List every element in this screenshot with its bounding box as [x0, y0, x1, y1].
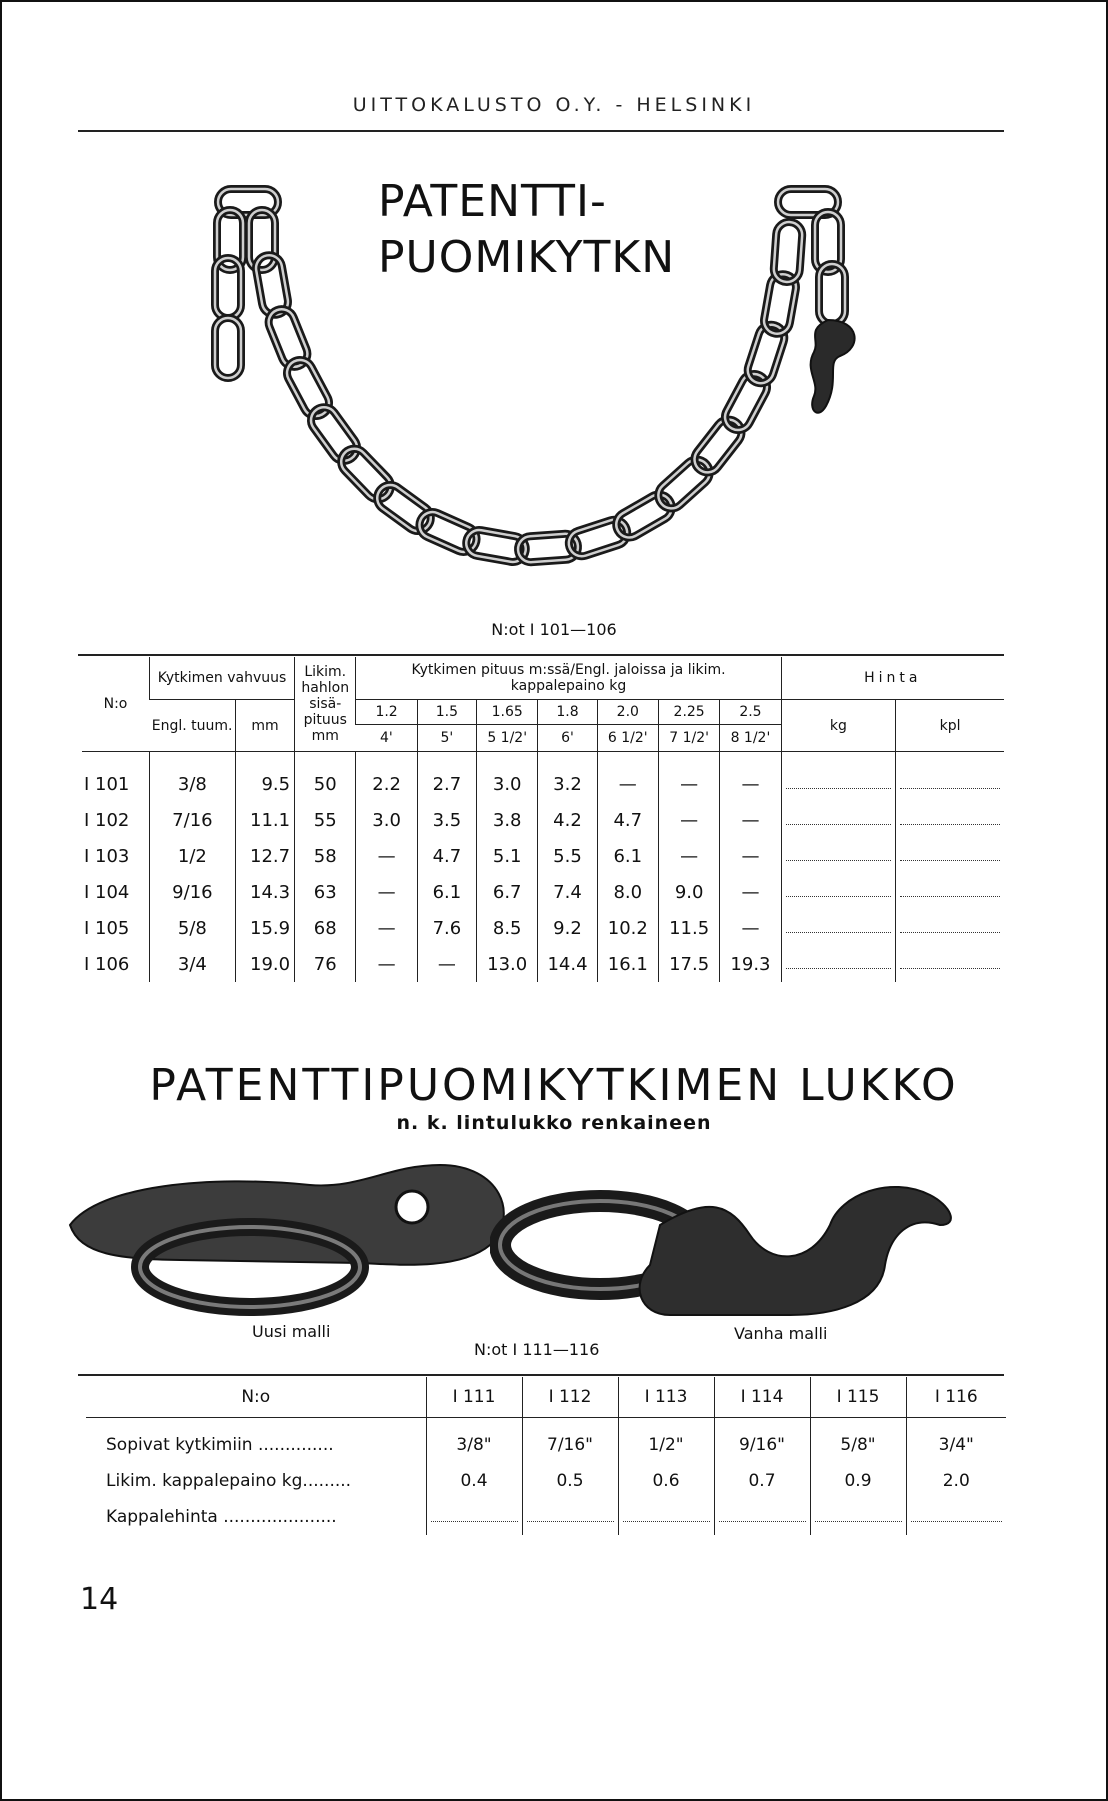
length-ft-5: 6 1/2': [597, 725, 658, 752]
length-m-7: 2.5: [720, 700, 781, 725]
row-weight: 13.0: [477, 946, 538, 982]
row-weight: 5.1: [477, 838, 538, 874]
price-kg-field[interactable]: [781, 752, 895, 802]
row-weight: —: [417, 946, 476, 982]
row-weight-label: Likim. kappalepaino kg.........: [106, 1471, 352, 1491]
section2-subtitle: n. k. lintulukko renkaineen: [396, 1112, 712, 1134]
caption-new-model: Uusi malli: [252, 1322, 331, 1341]
row-inner: 76: [295, 946, 356, 982]
row-no: I 106: [84, 953, 130, 975]
row-engl: 9/16: [149, 874, 235, 910]
header-inner-length: Likim. hahlon sisä- pituus mm: [295, 657, 356, 752]
row-fit-value: 1/2": [618, 1417, 714, 1463]
price-kpl-field[interactable]: [896, 752, 1004, 802]
header-engl: Engl. tuum.: [149, 700, 235, 752]
length-ft-4: 6': [538, 725, 597, 752]
length-m-2: 1.5: [417, 700, 476, 725]
row-no: I 102: [84, 809, 130, 831]
row-mm: 14.3: [235, 874, 294, 910]
row-weight: 5.5: [538, 838, 597, 874]
unit-price-field[interactable]: [714, 1499, 810, 1535]
row-weight: —: [356, 874, 417, 910]
row-weight-value: 0.4: [426, 1463, 522, 1499]
row-inner: 50: [295, 752, 356, 802]
section1-model-range: N:ot I 101—106: [491, 620, 617, 639]
row-weight: —: [356, 946, 417, 982]
section1-title-line1: PATENTTI-: [378, 176, 607, 227]
row-weight: 3.0: [477, 752, 538, 802]
section2-title: PATENTTIPUOMIKYTKIMEN LUKKO: [149, 1060, 959, 1111]
length-ft-3: 5 1/2': [477, 725, 538, 752]
row-no: I 103: [84, 845, 130, 867]
row-inner: 58: [295, 838, 356, 874]
row-fit-value: 5/8": [810, 1417, 906, 1463]
row-weight: —: [720, 910, 781, 946]
row-weight: 9.2: [538, 910, 597, 946]
row-weight: 17.5: [658, 946, 719, 982]
row-weight: —: [720, 874, 781, 910]
price-kg-field[interactable]: [781, 910, 895, 946]
row-weight: —: [658, 752, 719, 802]
row-weight-value: 0.6: [618, 1463, 714, 1499]
table-row: [82, 752, 1004, 802]
table1-top-rule: [78, 654, 1004, 656]
col-header: I 111: [426, 1377, 522, 1417]
row-weight: 3.2: [538, 752, 597, 802]
row-fit-value: 3/8": [426, 1417, 522, 1463]
col-header: I 112: [522, 1377, 618, 1417]
row-no: I 104: [84, 881, 130, 903]
row-weight: 3.0: [356, 802, 417, 838]
row-weight: 2.7: [417, 752, 476, 802]
length-m-1: 1.2: [356, 700, 417, 725]
row-weight: 2.2: [356, 752, 417, 802]
row-weight: 4.7: [417, 838, 476, 874]
price-kpl-field[interactable]: [896, 874, 1004, 910]
header-rule: [78, 130, 1004, 132]
price-kpl-field[interactable]: [896, 946, 1004, 982]
row-weight: —: [597, 752, 658, 802]
lock-spec-table: [86, 1377, 1006, 1535]
table2-top-rule: [78, 1374, 1004, 1376]
price-kg-field[interactable]: [781, 946, 895, 982]
table-row: [82, 802, 1004, 838]
row-engl: 1/2: [149, 838, 235, 874]
row-weight: 4.2: [538, 802, 597, 838]
col-header: I 113: [618, 1377, 714, 1417]
row-weight: 6.1: [417, 874, 476, 910]
price-kg-field[interactable]: [781, 838, 895, 874]
row-fit-value: 3/4": [906, 1417, 1006, 1463]
row-fit-value: 9/16": [714, 1417, 810, 1463]
table-row: [86, 1417, 1006, 1463]
price-kpl-field[interactable]: [896, 802, 1004, 838]
row-weight: 6.1: [597, 838, 658, 874]
row-weight: —: [356, 838, 417, 874]
unit-price-field[interactable]: [618, 1499, 714, 1535]
row-price-label: Kappalehinta .....................: [106, 1507, 337, 1527]
row-weight-value: 0.5: [522, 1463, 618, 1499]
row-weight: 8.5: [477, 910, 538, 946]
caption-old-model: Vanha malli: [734, 1324, 828, 1343]
header-kg: kg: [781, 700, 895, 752]
row-weight: —: [658, 838, 719, 874]
row-weight: 7.6: [417, 910, 476, 946]
row-mm: 11.1: [235, 802, 294, 838]
length-ft-7: 8 1/2': [720, 725, 781, 752]
row-inner: 55: [295, 802, 356, 838]
price-kpl-field[interactable]: [896, 910, 1004, 946]
table-row: [86, 1499, 1006, 1535]
row-weight: —: [356, 910, 417, 946]
row-weight: 8.0: [597, 874, 658, 910]
section2-model-range: N:ot I 111—116: [474, 1340, 600, 1359]
row-weight: 10.2: [597, 910, 658, 946]
row-mm: 19.0: [235, 946, 294, 982]
row-engl: 7/16: [149, 802, 235, 838]
header-mm: mm: [235, 700, 294, 752]
row-engl: 3/4: [149, 946, 235, 982]
row-mm: 15.9: [235, 910, 294, 946]
row-engl: 3/8: [149, 752, 235, 802]
chain-spec-table: [82, 657, 1004, 982]
row-weight-value: 0.7: [714, 1463, 810, 1499]
row-no: I 105: [84, 917, 130, 939]
col-header: I 114: [714, 1377, 810, 1417]
section1-title: [378, 174, 675, 286]
length-ft-6: 7 1/2': [658, 725, 719, 752]
length-m-3: 1.65: [477, 700, 538, 725]
section1-title-line2: PUOMIKYTKN: [378, 232, 676, 283]
length-m-6: 2.25: [658, 700, 719, 725]
unit-price-field[interactable]: [426, 1499, 522, 1535]
unit-price-field[interactable]: [906, 1499, 1006, 1535]
price-kg-field[interactable]: [781, 874, 895, 910]
length-ft-1: 4': [379, 730, 393, 746]
table-row: [82, 910, 1004, 946]
header-strength: Kytkimen vahvuus: [149, 657, 294, 700]
row-weight: 14.4: [538, 946, 597, 982]
header-no: N:o: [241, 1386, 271, 1407]
row-inner: 63: [295, 874, 356, 910]
row-weight-value: 2.0: [906, 1463, 1006, 1499]
table-row: [82, 874, 1004, 910]
row-engl: 5/8: [149, 910, 235, 946]
row-no: I 101: [84, 773, 130, 795]
row-mm: 9.5: [235, 752, 294, 802]
price-kg-field[interactable]: [781, 802, 895, 838]
table-row: [86, 1463, 1006, 1499]
page-number: 14: [80, 1582, 119, 1617]
row-weight: 9.0: [658, 874, 719, 910]
row-weight: 16.1: [597, 946, 658, 982]
row-weight: 19.3: [720, 946, 781, 982]
row-weight-value: 0.9: [810, 1463, 906, 1499]
row-weight: —: [658, 802, 719, 838]
lock-new-model-illustration: [60, 1155, 530, 1325]
row-weight: 7.4: [538, 874, 597, 910]
row-weight: 3.5: [417, 802, 476, 838]
header-no: N:o: [103, 696, 128, 712]
length-m-4: 1.8: [538, 700, 597, 725]
row-weight: 6.7: [477, 874, 538, 910]
row-weight: —: [720, 838, 781, 874]
lock-old-model-illustration: [490, 1165, 970, 1325]
header-chain-length: Kytkimen pituus m:ssä/Engl. jaloissa ja likim. kappalepaino kg: [356, 657, 781, 700]
row-weight: 4.7: [597, 802, 658, 838]
row-weight: 11.5: [658, 910, 719, 946]
header-price: Hinta: [781, 657, 1004, 700]
length-m-5: 2.0: [597, 700, 658, 725]
row-mm: 12.7: [235, 838, 294, 874]
company-header: UITTOKALUSTO O.Y. - HELSINKI: [352, 94, 756, 116]
header-kpl: kpl: [896, 700, 1004, 752]
length-ft-2: 5': [417, 725, 476, 752]
table-row: [82, 838, 1004, 874]
row-fit-value: 7/16": [522, 1417, 618, 1463]
table-row: [82, 946, 1004, 982]
col-header: I 116: [906, 1377, 1006, 1417]
row-weight: —: [720, 752, 781, 802]
price-kpl-field[interactable]: [896, 838, 1004, 874]
row-weight: 3.8: [477, 802, 538, 838]
row-inner: 68: [295, 910, 356, 946]
row-fit-label: Sopivat kytkimiin ..............: [106, 1435, 334, 1456]
unit-price-field[interactable]: [522, 1499, 618, 1535]
unit-price-field[interactable]: [810, 1499, 906, 1535]
row-weight: —: [720, 802, 781, 838]
col-header: I 115: [810, 1377, 906, 1417]
